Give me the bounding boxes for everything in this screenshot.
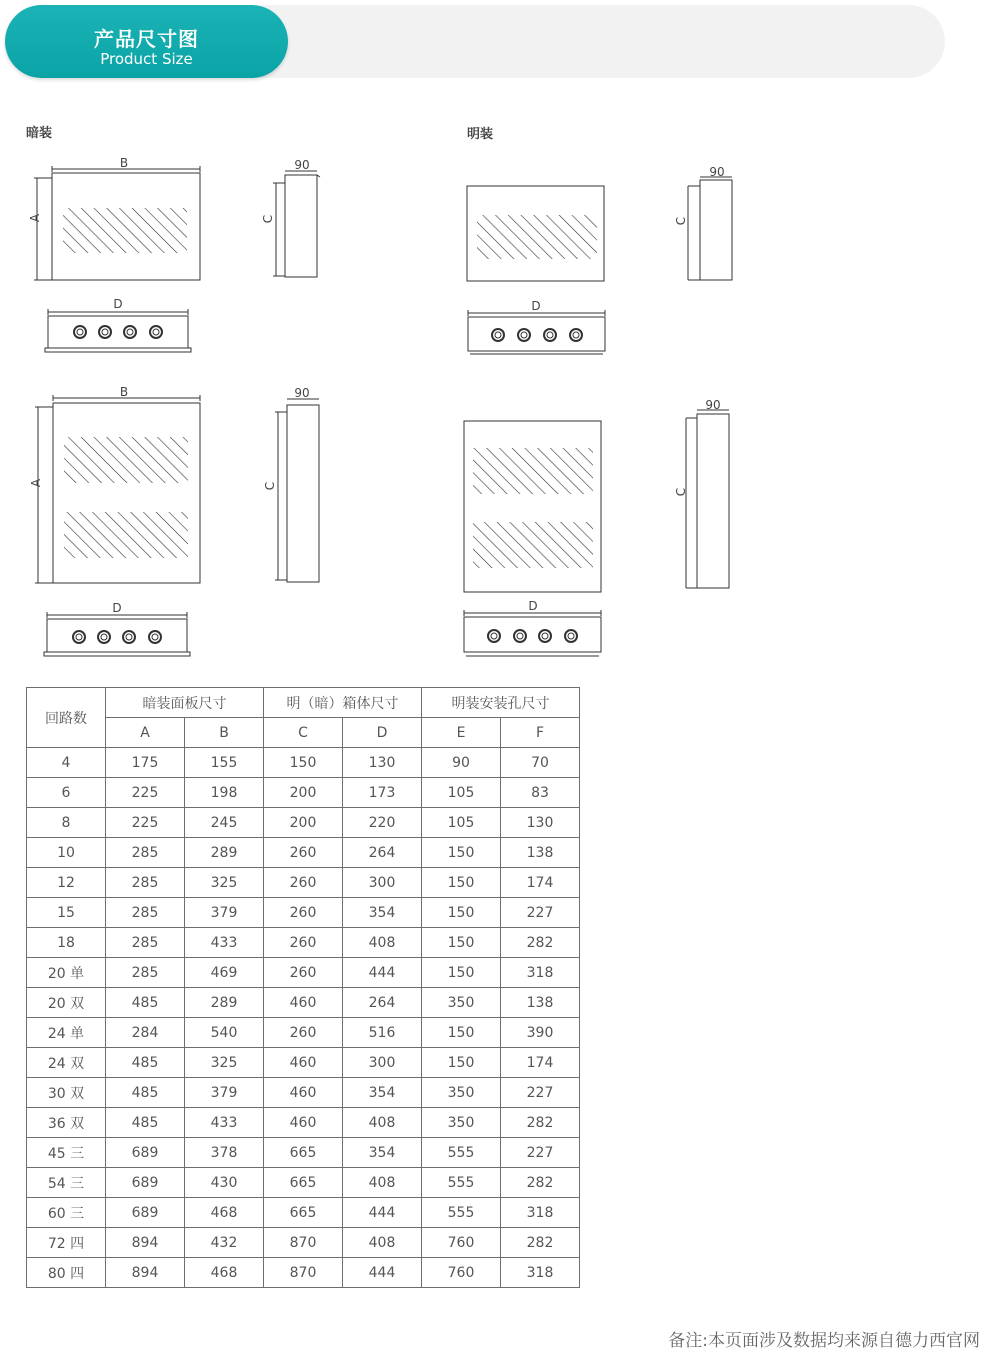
table-row [27,808,580,838]
table-cell: 245 [185,808,264,838]
table-row [27,1258,580,1288]
table-row [27,928,580,958]
table-cell: 444 [343,958,422,988]
table-cell: 260 [264,928,343,958]
table-cell: 379 [185,898,264,928]
cell-circuits: 4 [27,748,106,778]
header-hole-size: 明装安装孔尺寸 [422,688,580,718]
table-cell: 300 [343,1048,422,1078]
table-cell: 225 [106,808,185,838]
header-box-size: 明（暗）箱体尺寸 [264,688,422,718]
table-cell: 689 [106,1198,185,1228]
table-cell: 150 [422,1048,501,1078]
table-cell: 260 [264,838,343,868]
header-title-pill [5,5,288,78]
cell-circuits: 80 四 [27,1258,106,1288]
table-cell: 665 [264,1168,343,1198]
cell-circuits: 20 单 [27,958,106,988]
table-row [27,1198,580,1228]
table-cell: 444 [343,1198,422,1228]
table-cell: 760 [422,1258,501,1288]
table-cell: 173 [343,778,422,808]
table-cell: 432 [185,1228,264,1258]
footnote: 备注:本页面涉及数据均来源自德力西官网 [668,1331,980,1351]
header-title-en: Product Size [100,50,193,68]
table-row [27,838,580,868]
cell-circuits: 20 双 [27,988,106,1018]
table-cell: 138 [501,838,580,868]
dim-label-c: C [263,481,277,491]
dim-label-c: C [674,216,688,226]
table-cell: 870 [264,1258,343,1288]
table-cell: 444 [343,1258,422,1288]
table-cell: 282 [501,928,580,958]
concealed-large-bottom-view [44,612,190,656]
header-title-cn: 产品尺寸图 [94,27,199,51]
table-row [27,778,580,808]
table-cell: 555 [422,1168,501,1198]
table-cell: 318 [501,1258,580,1288]
table-row [27,988,580,1018]
cell-circuits: 18 [27,928,106,958]
dim-label-d: D [112,601,122,615]
table-cell: 264 [343,988,422,1018]
table-cell: 460 [264,988,343,1018]
table-cell: 689 [106,1138,185,1168]
table-cell: 460 [264,1108,343,1138]
table-cell: 260 [264,898,343,928]
cell-circuits: 54 三 [27,1168,106,1198]
subheader-c: C [264,718,343,748]
table-cell: 150 [422,838,501,868]
table-cell: 83 [501,778,580,808]
table-cell: 469 [185,958,264,988]
table-cell: 354 [343,1078,422,1108]
subheader-e: E [422,718,501,748]
dim-label-d: D [528,599,538,613]
table-row [27,1138,580,1168]
table-cell: 227 [501,1078,580,1108]
cell-circuits: 45 三 [27,1138,106,1168]
table-row [27,1018,580,1048]
table-cell: 894 [106,1228,185,1258]
table-cell: 468 [185,1258,264,1288]
dim-label-depth: 90 [705,398,721,412]
table-cell: 105 [422,778,501,808]
table-cell: 354 [343,1138,422,1168]
table-cell: 325 [185,1048,264,1078]
table-cell: 433 [185,1108,264,1138]
table-cell: 485 [106,1048,185,1078]
dim-label-d: D [113,297,123,311]
table-row [27,898,580,928]
table-row [27,1228,580,1258]
table-cell: 555 [422,1138,501,1168]
surface-large-front-view [464,421,601,592]
table-cell: 105 [422,808,501,838]
cell-circuits: 72 四 [27,1228,106,1258]
surface-small-bottom-view [468,310,605,354]
table-cell: 200 [264,808,343,838]
table-cell: 289 [185,838,264,868]
table-cell: 354 [343,898,422,928]
subheader-d: D [343,718,422,748]
cell-circuits: 8 [27,808,106,838]
table-cell: 225 [106,778,185,808]
table-cell: 282 [501,1108,580,1138]
cell-circuits: 36 双 [27,1108,106,1138]
cell-circuits: 24 双 [27,1048,106,1078]
cell-circuits: 60 三 [27,1198,106,1228]
size-table [26,687,580,1288]
concealed-small-front-view [34,166,200,280]
table-cell: 325 [185,868,264,898]
table-cell: 285 [106,928,185,958]
table-cell: 408 [343,1228,422,1258]
table-cell: 198 [185,778,264,808]
dim-label-c: C [674,487,688,497]
table-cell: 390 [501,1018,580,1048]
subheader-f: F [501,718,580,748]
table-cell: 285 [106,958,185,988]
table-cell: 485 [106,988,185,1018]
table-cell: 350 [422,1078,501,1108]
table-cell: 260 [264,958,343,988]
table-row [27,1048,580,1078]
table-cell: 150 [422,928,501,958]
table-cell: 285 [106,868,185,898]
surface-small-front-view [467,186,604,281]
cell-circuits: 6 [27,778,106,808]
table-cell: 284 [106,1018,185,1048]
concealed-small-bottom-view [45,309,191,352]
dim-label-depth: 90 [294,386,310,400]
dim-label-c: C [261,214,275,224]
dim-label-depth: 90 [709,165,725,179]
table-cell: 350 [422,1108,501,1138]
table-cell: 870 [264,1228,343,1258]
table-cell: 378 [185,1138,264,1168]
table-cell: 174 [501,868,580,898]
table-row [27,748,580,778]
table-cell: 285 [106,838,185,868]
table-cell: 150 [422,868,501,898]
table-cell: 150 [422,1018,501,1048]
table-cell: 408 [343,1108,422,1138]
table-cell: 264 [343,838,422,868]
table-cell: 130 [501,808,580,838]
table-cell: 540 [185,1018,264,1048]
table-row [27,868,580,898]
dimension-drawings [0,140,760,665]
subheader-b: B [185,718,264,748]
table-cell: 408 [343,928,422,958]
table-cell: 174 [501,1048,580,1078]
table-cell: 318 [501,1198,580,1228]
table-cell: 175 [106,748,185,778]
table-row [27,1108,580,1138]
surface-large-side-view [686,410,729,588]
table-subheader-row [27,718,580,748]
table-cell: 555 [422,1198,501,1228]
table-cell: 460 [264,1048,343,1078]
dim-label-a: A [28,213,42,223]
cell-circuits: 10 [27,838,106,868]
section-label-surface: 明装 [467,127,494,142]
table-cell: 468 [185,1198,264,1228]
table-header-row [27,688,580,718]
dim-label-d: D [531,299,541,313]
table-cell: 665 [264,1198,343,1228]
concealed-small-side-view [273,171,320,277]
dim-label-b: B [119,156,129,170]
header-circuits: 回路数 [27,688,106,748]
header-panel-size: 暗装面板尺寸 [106,688,264,718]
table-cell: 689 [106,1168,185,1198]
table-cell: 894 [106,1258,185,1288]
table-cell: 220 [343,808,422,838]
table-cell: 516 [343,1018,422,1048]
table-cell: 289 [185,988,264,1018]
table-cell: 408 [343,1168,422,1198]
table-cell: 300 [343,868,422,898]
table-cell: 70 [501,748,580,778]
table-cell: 430 [185,1168,264,1198]
concealed-large-front-view [35,395,200,583]
table-body [27,748,580,1288]
table-cell: 379 [185,1078,264,1108]
table-cell: 150 [422,958,501,988]
dim-label-depth: 90 [294,158,310,172]
table-cell: 90 [422,748,501,778]
table-cell: 485 [106,1108,185,1138]
table-cell: 260 [264,868,343,898]
table-cell: 285 [106,898,185,928]
table-cell: 200 [264,778,343,808]
surface-large-bottom-view [464,610,601,656]
table-cell: 433 [185,928,264,958]
table-cell: 227 [501,1138,580,1168]
table-cell: 760 [422,1228,501,1258]
table-cell: 318 [501,958,580,988]
table-cell: 260 [264,1018,343,1048]
table-cell: 350 [422,988,501,1018]
table-cell: 150 [422,898,501,928]
table-row [27,1168,580,1198]
table-cell: 155 [185,748,264,778]
table-cell: 485 [106,1078,185,1108]
table-cell: 282 [501,1168,580,1198]
dim-label-b: B [119,385,129,399]
concealed-large-side-view [275,399,319,582]
subheader-a: A [106,718,185,748]
cell-circuits: 30 双 [27,1078,106,1108]
dim-label-a: A [29,478,43,488]
table-cell: 282 [501,1228,580,1258]
table-cell: 150 [264,748,343,778]
cell-circuits: 15 [27,898,106,928]
cell-circuits: 24 单 [27,1018,106,1048]
section-label-concealed: 暗装 [26,126,53,141]
table-row [27,1078,580,1108]
table-cell: 227 [501,898,580,928]
table-cell: 665 [264,1138,343,1168]
table-cell: 460 [264,1078,343,1108]
table-cell: 130 [343,748,422,778]
table-row [27,958,580,988]
table-cell: 138 [501,988,580,1018]
cell-circuits: 12 [27,868,106,898]
surface-small-side-view [688,177,732,280]
